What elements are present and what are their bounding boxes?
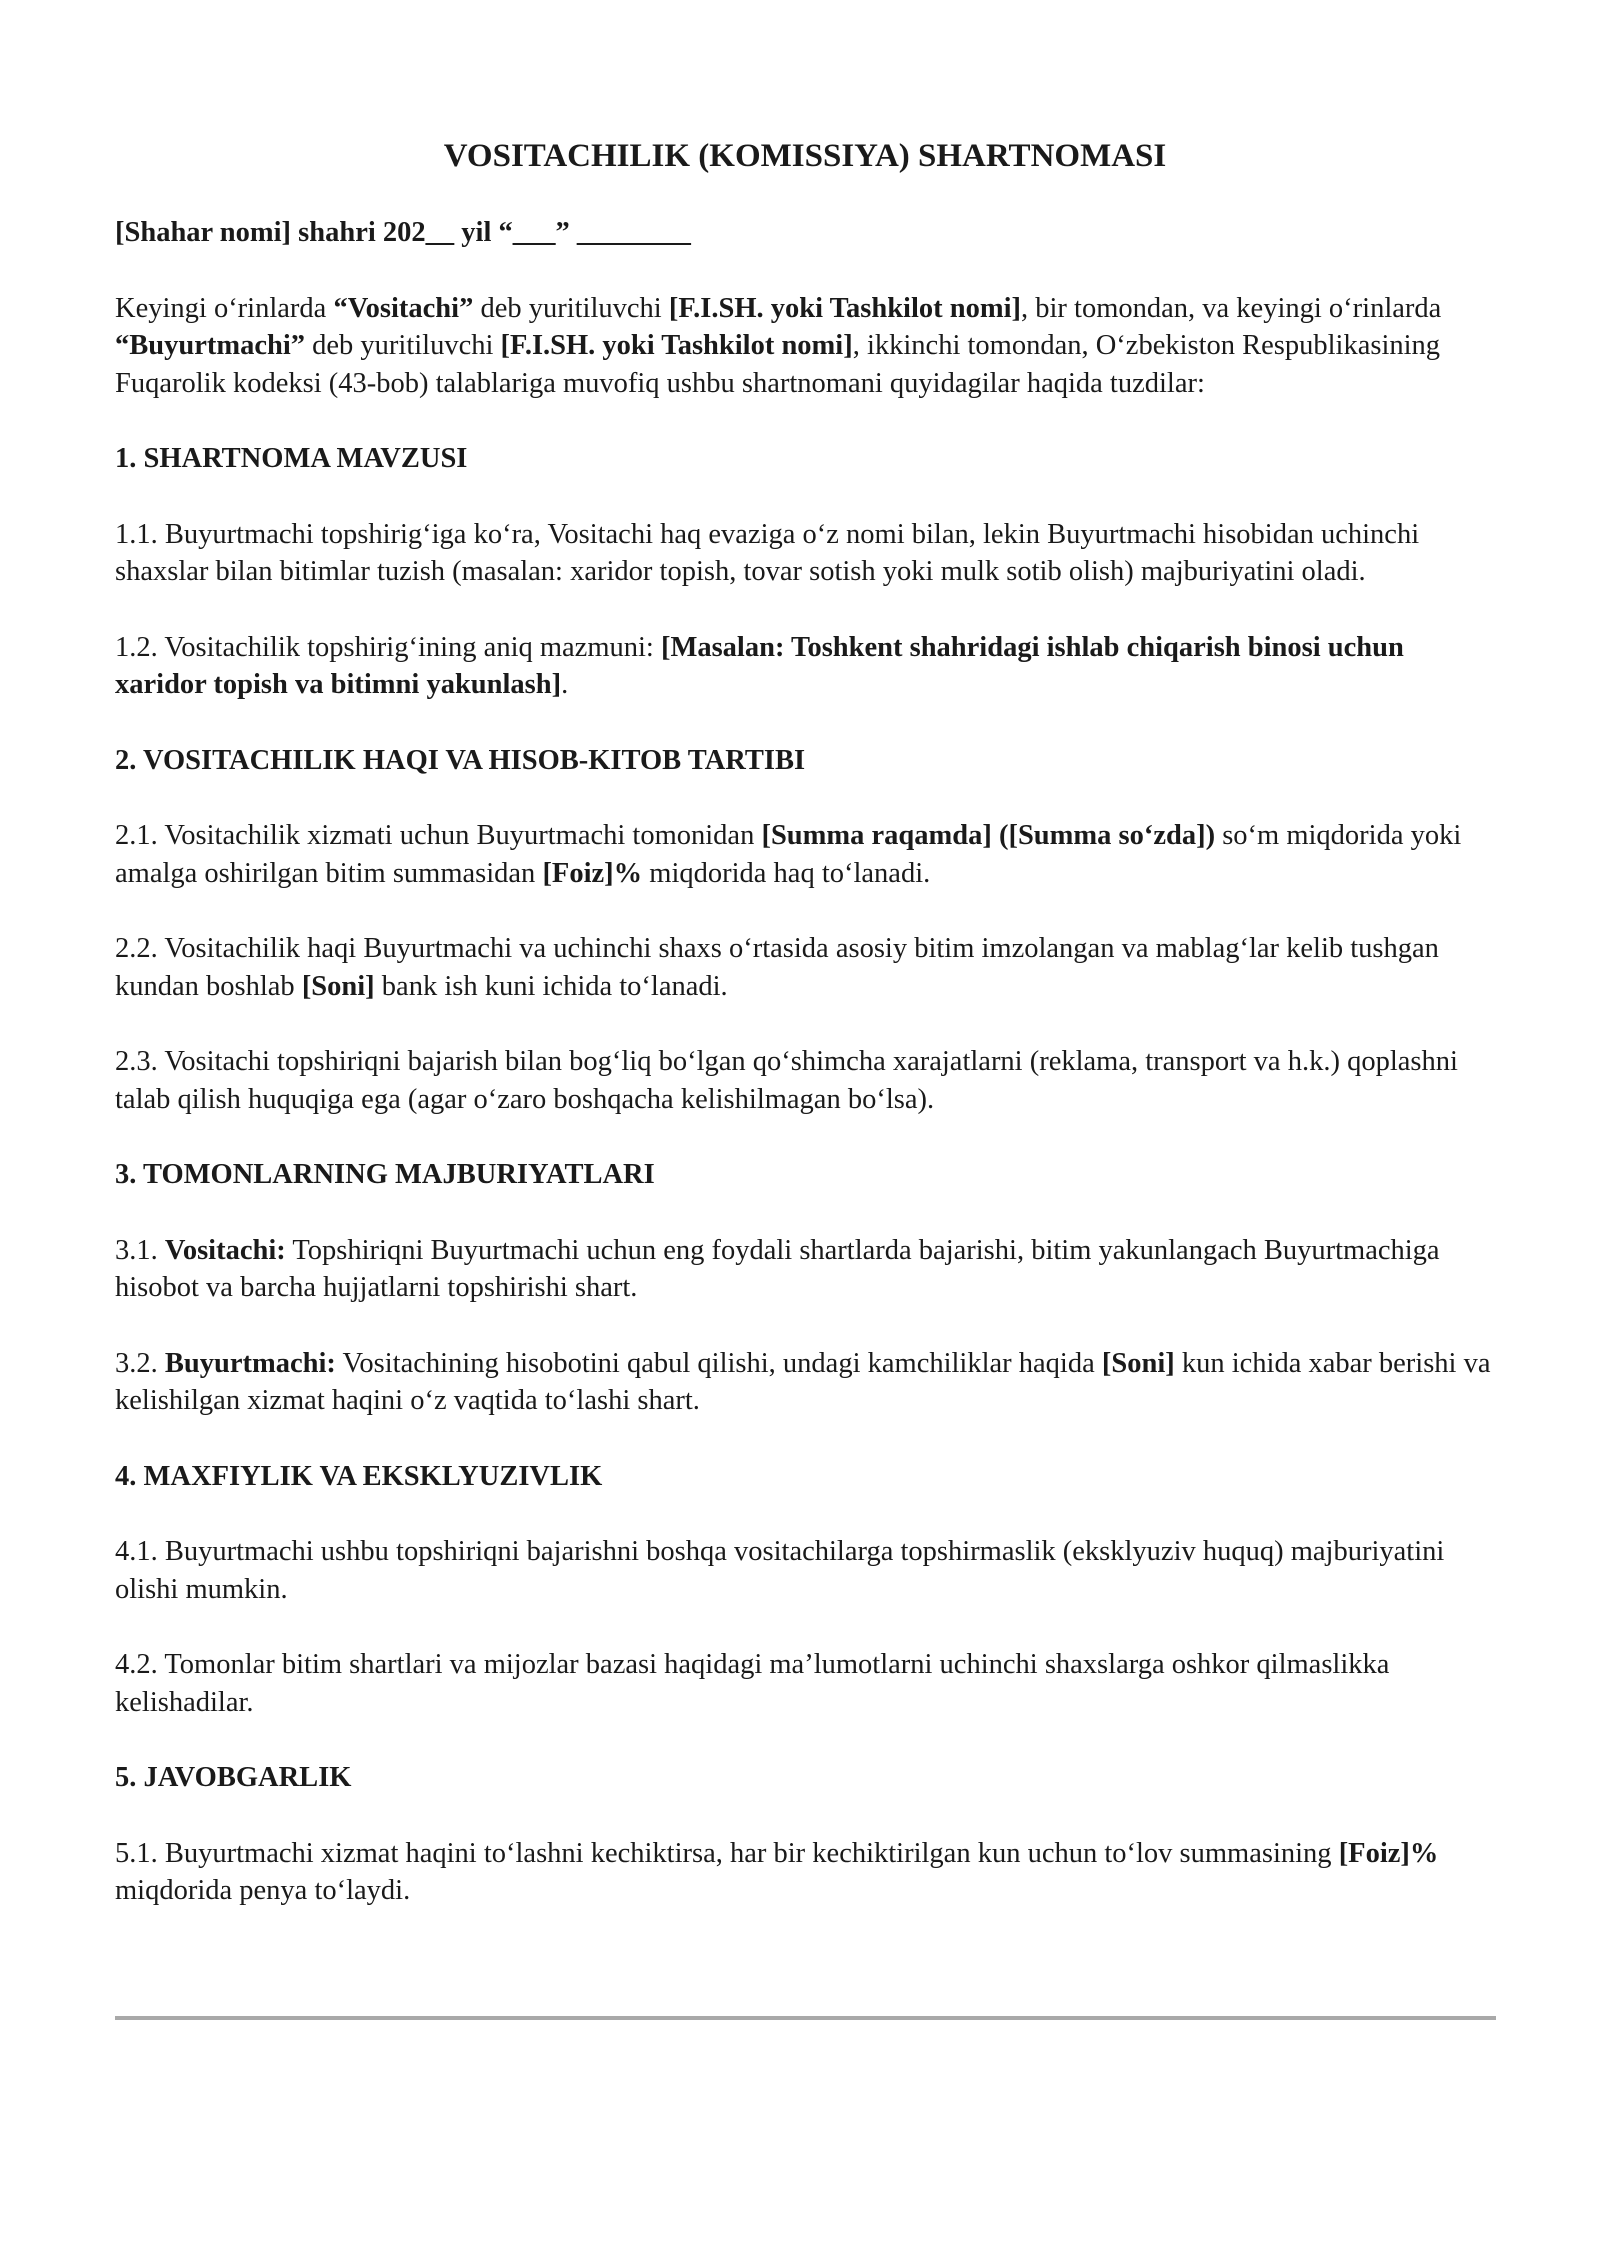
clause-paragraph [115,1533,1495,1608]
bottom-divider [115,2016,1496,2020]
text-run: miqdorida haq to‘lanadi. [642,857,931,889]
text-run: bank ish kuni ichida to‘lanadi. [374,970,728,1002]
text-run: , ikkinchi tomondan, O‘zbekiston Respublikasining Fuqarolik kodeksi (43-bob) talablariga muvofiq ushbu shartnomani quyidagilar haqida tuzdilar: [115,330,1441,399]
clause-paragraph [115,1345,1495,1420]
bold-text-run: Buyurtmachi: [164,1347,336,1379]
clause-paragraph [115,629,1495,704]
text-run: 2.1. Vositachilik xizmati uchun Buyurtmachi tomonidan [115,820,762,851]
clause-paragraph [115,1232,1495,1307]
bold-text-run: [F.I.SH. yoki Tashkilot nomi] [668,292,1022,324]
bold-text-run: “Buyurtmachi” [115,330,306,361]
text-run: . [561,669,569,700]
text-run: 1.2. Vositachilik topshirig‘ining aniq mazmuni: [115,631,661,663]
clause-paragraph [115,930,1495,1005]
text-run: so‘m miqdorida yoki amalga oshirilgan bitim summasidan [115,820,1462,889]
text-run: kun ichida xabar berishi va kelishilgan xizmat haqini o‘z vaqtida to‘lashi shart. [115,1347,1491,1416]
clause-paragraph [115,1646,1495,1721]
bold-text-run: [Soni] [1101,1347,1175,1379]
section-heading: 4. MAXFIYLIK VA EKSKLYUZIVLIK [115,1460,603,1492]
text-run: 4.2. Tomonlar bitim shartlari va mijozlar bazasi haqidagi ma’lumotlarni uchinchi shaxslarga oshkor qilmaslikka kelishadilar. [115,1649,1390,1718]
text-run: 2.2. Vositachilik haqi Buyurtmachi va uchinchi shaxs o‘rtasida asosiy bitim imzolangan va mablag‘lar kelib tushgan kundan boshlab [115,933,1439,1002]
bold-text-run: [F.I.SH. yoki Tashkilot nomi] [500,330,853,361]
section-heading: 5. JAVOBGARLIK [115,1762,352,1793]
text-run: 3.1. [115,1234,165,1266]
bold-text-run: [Soni] [301,970,375,1002]
text-run: 2.3. Vositachi topshiriqni bajarish bilan bog‘liq bo‘lgan qo‘shimcha xarajatlarni (reklama, transport va h.k.) qoplashni talab qilish huquqiga ega (agar o‘zaro boshqacha kelishilmagan bo‘lsa). [115,1046,1458,1115]
text-run: Keyingi o‘rinlarda [115,292,334,324]
sections-container [115,440,1495,1910]
clause-paragraph [115,1835,1495,1910]
section-heading: 3. TOMONLARNING MAJBURIYATLARI [115,1159,655,1190]
text-run: , bir tomondan, va keyingi o‘rinlarda [1021,292,1442,324]
clause-paragraph [115,817,1495,892]
text-run: deb yuritiluvchi [305,330,501,361]
bold-text-run: [Foiz]% [1338,1837,1439,1869]
bold-text-run: [Foiz]% [542,857,643,889]
date-line: [Shahar nomi] shahri 202__ yil “___” ________ [115,217,691,248]
section-heading: 1. SHARTNOMA MAVZUSI [115,443,468,474]
clause-paragraph [115,1043,1495,1118]
document-title: VOSITACHILIK (KOMISSIYA) SHARTNOMASI [443,138,1167,174]
text-run: 4.1. Buyurtmachi ushbu topshiriqni bajarishni boshqa vositachilarga topshirmaslik (eksklyuziv huquq) majburiyatini olishi mumkin. [115,1536,1445,1605]
bold-text-run: Vositachi: [164,1234,286,1266]
text-run: 5.1. Buyurtmachi xizmat haqini to‘lashni kechiktirsa, har bir kechiktirilgan kun uchun to‘lov summasining [115,1837,1339,1869]
document-body [115,132,1495,1948]
preamble-paragraph [115,290,1495,403]
text-run: Vositachining hisobotini qabul qilishi, undagi kamchiliklar haqida [335,1347,1102,1379]
bold-text-run: “Vositachi” [333,292,474,324]
bold-text-run: [Summa raqamda] ([Summa so‘zda]) [761,820,1216,851]
bold-text-run: [Masalan: Toshkent shahridagi ishlab chiqarish binosi uchun xaridor topish va bitimni yakunlash] [115,631,1404,700]
clause-paragraph [115,516,1495,591]
text-run: miqdorida penya to‘laydi. [115,1875,411,1906]
text-run: deb yuritiluvchi [473,292,669,324]
text-run: 3.2. [115,1347,165,1379]
text-run: Topshiriqni Buyurtmachi uchun eng foydali shartlarda bajarishi, bitim yakunlangach Buyurtmachiga hisobot va barcha hujjatlarni topshirishi shart. [115,1234,1440,1303]
section-heading: 2. VOSITACHILIK HAQI VA HISOB-KITOB TARTIBI [115,744,806,776]
text-run: 1.1. Buyurtmachi topshirig‘iga ko‘ra, Vositachi haq evaziga o‘z nomi bilan, lekin Buyurtmachi hisobidan uchinchi shaxslar bilan bitimlar tuzish (masalan: xaridor topish, tovar sotish yoki mulk sotib olish) majburiyatini oladi. [115,518,1420,587]
